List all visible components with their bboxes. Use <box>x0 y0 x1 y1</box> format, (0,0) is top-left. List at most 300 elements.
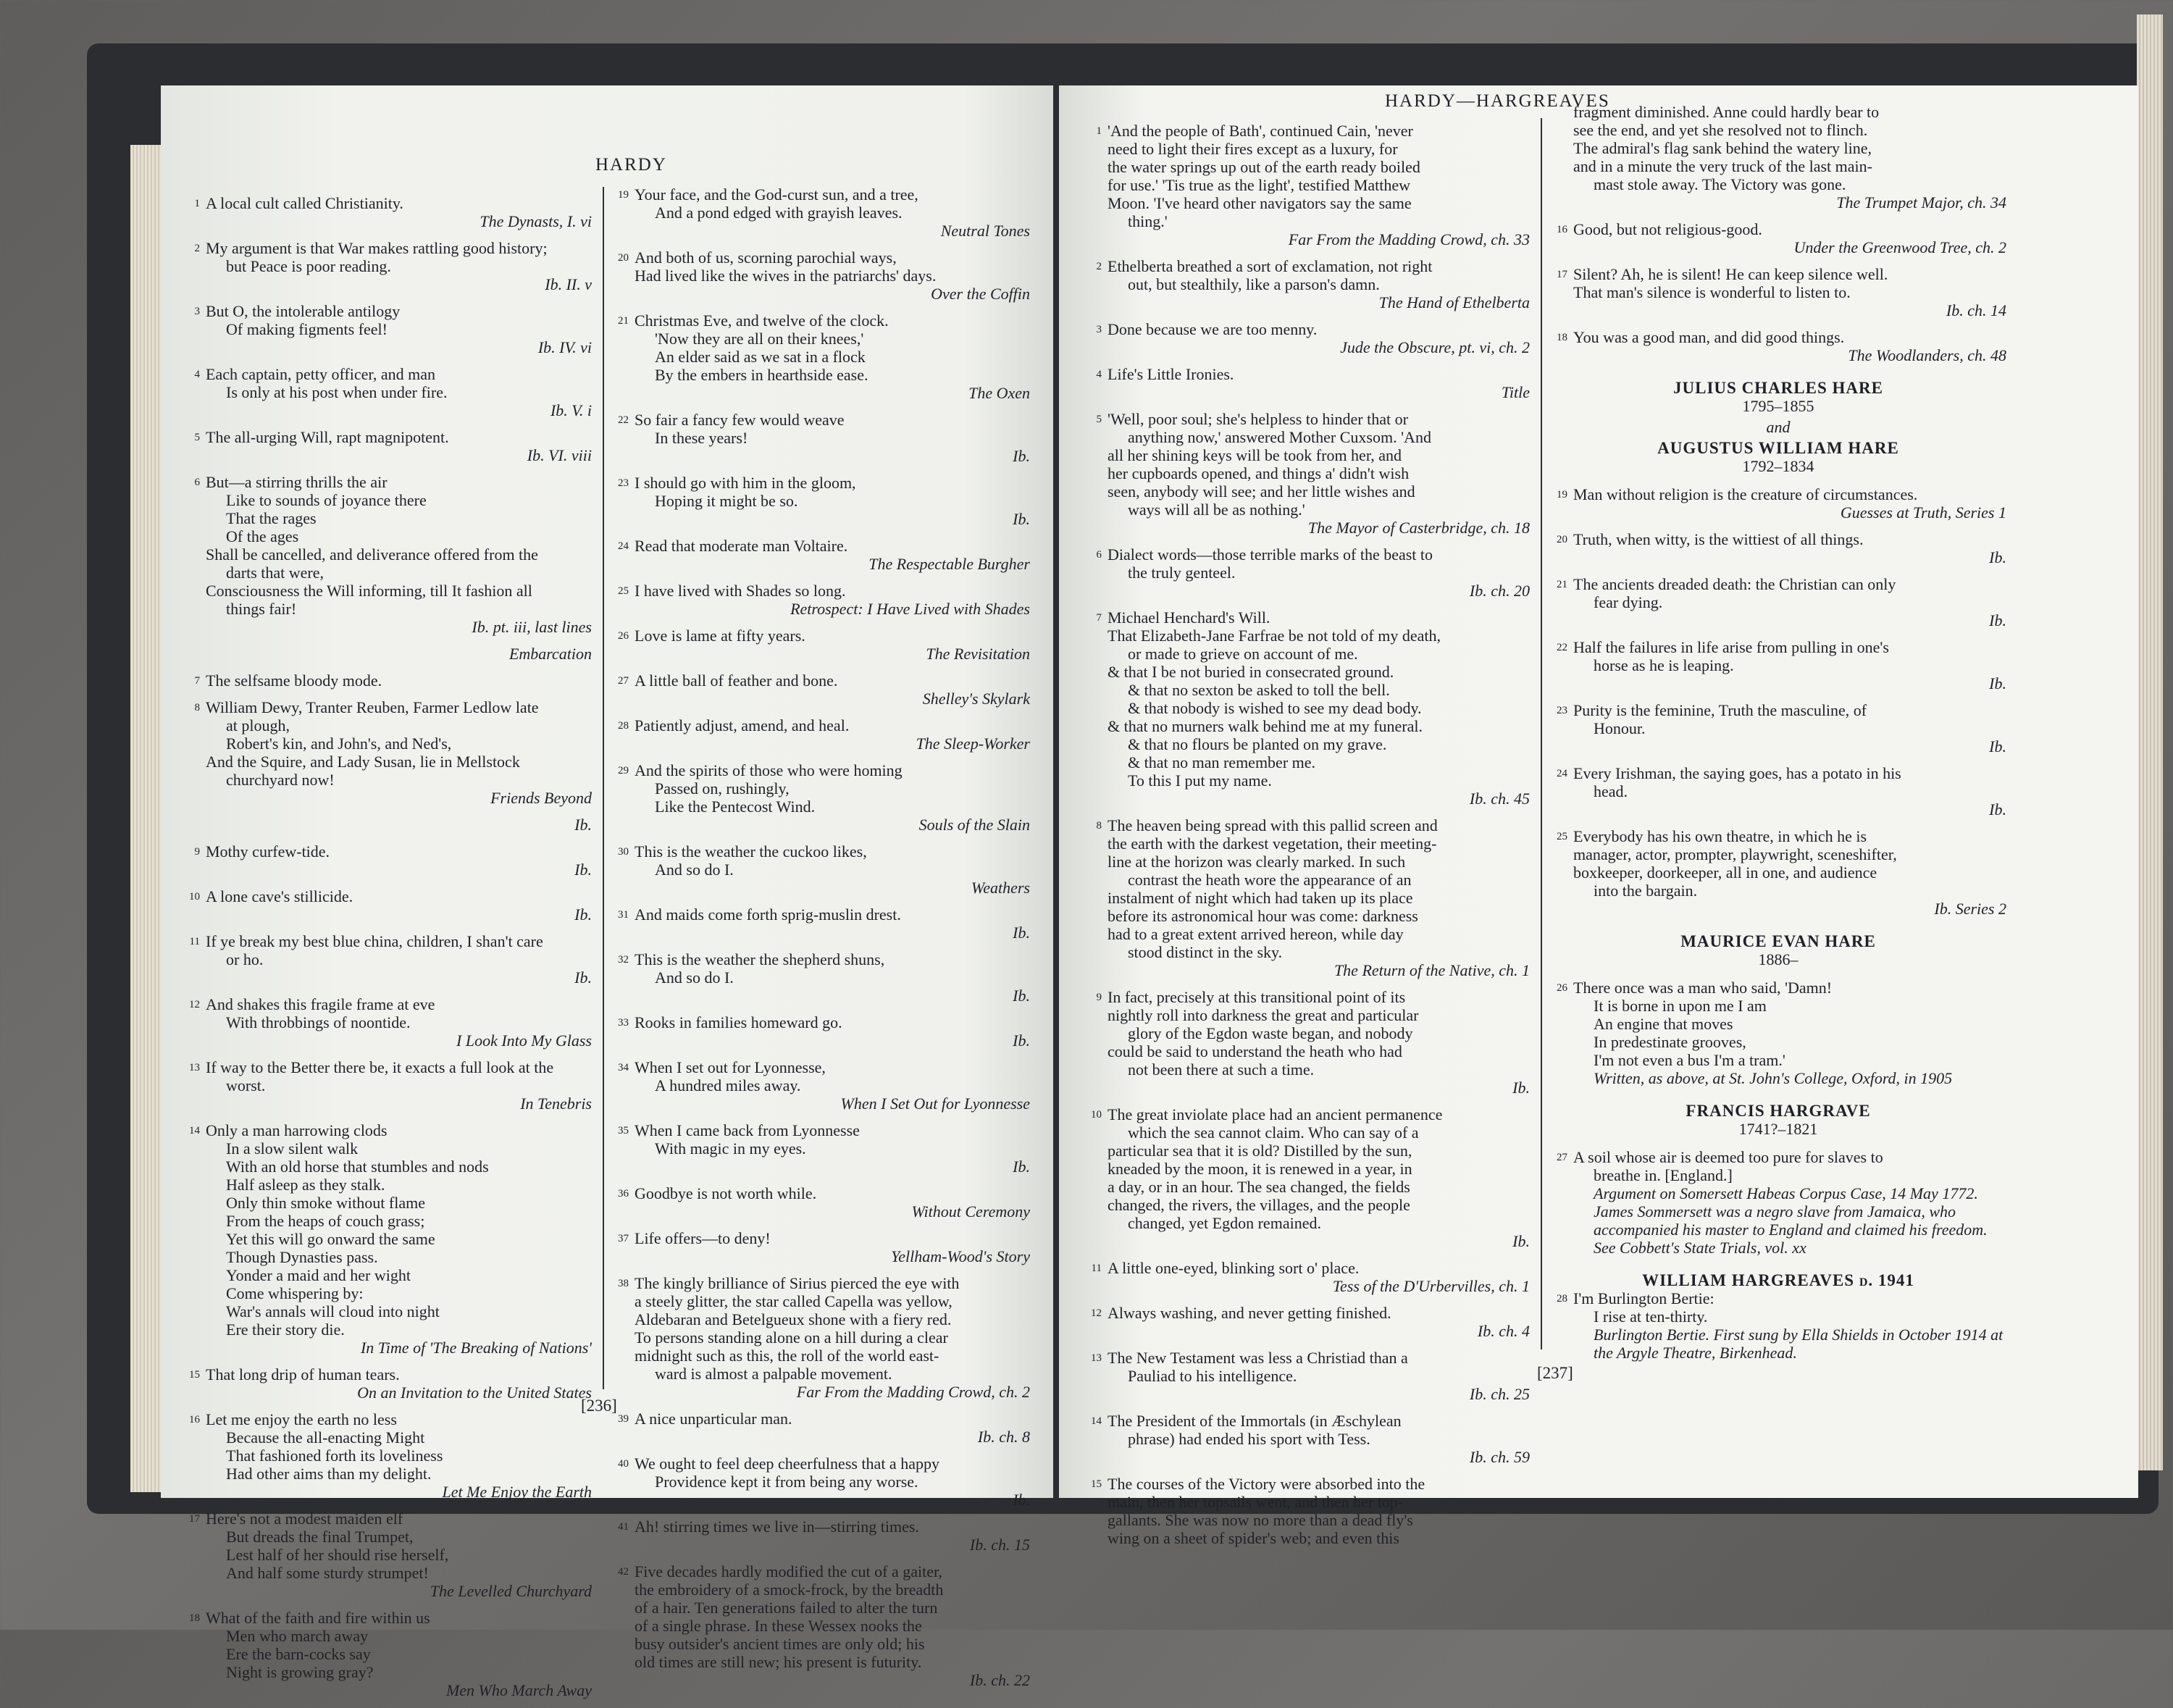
entry-number: 8 <box>1096 820 1102 832</box>
text-line: Is only at his post when under fire. <box>226 383 448 401</box>
source-citation: Ib. <box>574 861 592 879</box>
source-citation: Ib. <box>1512 1079 1530 1097</box>
entry-number: 25 <box>618 585 629 597</box>
text-line: An elder said as we sat in a flock <box>655 348 866 366</box>
quotation-entry <box>1084 1105 1530 1250</box>
entry-number: 11 <box>189 936 200 947</box>
quotation-entry <box>1084 1304 1530 1340</box>
text-line: I'm Burlington Bertie: <box>1573 1289 1714 1307</box>
quotation-entry <box>1550 638 2006 692</box>
author-heading: AUGUSTUS WILLIAM HARE <box>1657 439 1899 457</box>
source-citation: Ib. <box>1013 447 1030 465</box>
text-line: The courses of the Victory were absorbed into the <box>1108 1475 1425 1493</box>
quotation-entry <box>1084 545 1530 600</box>
quotation-entry <box>611 1229 1030 1265</box>
text-line: particular sea that it is old? Distilled by the sun, <box>1108 1142 1412 1160</box>
text-line: Dialect words—those terrible marks of the beast to <box>1108 545 1433 564</box>
source-citation: Ib. IV. vi <box>537 338 592 356</box>
page-edges-left <box>130 145 164 1492</box>
page-number: [237] <box>1537 1364 1573 1382</box>
quotation-entry <box>1550 827 2006 918</box>
entry-number: 13 <box>189 1062 200 1073</box>
entry-number: 37 <box>618 1233 629 1244</box>
entry-number: 6 <box>1096 549 1102 561</box>
left-page <box>161 85 1053 1699</box>
text-line: To this I put my name. <box>1128 771 1272 790</box>
text-line: thing.' <box>1128 212 1168 230</box>
text-line: Men who march away <box>226 1627 369 1645</box>
text-line: Purity is the feminine, Truth the masculine, of <box>1573 701 1867 719</box>
source-citation: In Tenebris <box>520 1094 592 1113</box>
text-line: A soil whose air is deemed too pure for slaves to <box>1573 1148 1883 1166</box>
text-line: When I set out for Lyonnesse, <box>635 1058 826 1076</box>
quotation-entry <box>611 474 1030 528</box>
text-line: before its astronomical hour was come: darkness <box>1108 907 1418 925</box>
author-heading: FRANCIS HARGRAVE <box>1686 1102 1871 1120</box>
quotation-entry <box>611 1410 1030 1446</box>
text-line: The great inviolate place had an ancient permanence <box>1108 1105 1443 1123</box>
quotation-entry <box>611 1013 1030 1050</box>
source-citation: Ib. II. v <box>545 275 592 293</box>
entry-number: 20 <box>1557 534 1567 545</box>
source-citation: In Time of 'The Breaking of Nations' <box>360 1339 592 1357</box>
text-line: It is borne in upon me I am <box>1594 997 1767 1015</box>
text-line: Lest half of her should rise herself, <box>226 1546 449 1564</box>
text-line: By the embers in hearthside ease. <box>655 366 868 384</box>
text-line: Rooks in families homeward go. <box>635 1013 842 1031</box>
entry-number: 4 <box>1096 369 1102 380</box>
quotation-entry <box>1550 701 2006 755</box>
source-citation: Ib. <box>1013 1491 1030 1509</box>
entry-number: 10 <box>189 891 200 903</box>
source-citation: The Return of the Native, ch. 1 <box>1333 961 1530 979</box>
text-line: seen, anybody will see; and her little wishes and <box>1108 482 1415 501</box>
text-line: a steely glitter, the star called Capella was yellow, <box>635 1292 952 1310</box>
text-line: And maids come forth sprig-muslin drest. <box>635 905 901 924</box>
entry-number: 16 <box>1557 224 1567 235</box>
source-citation: Let Me Enjoy the Earth <box>442 1483 592 1501</box>
source-citation: Far From the Madding Crowd, ch. 2 <box>796 1383 1030 1401</box>
text-line: Only a man harrowing clods <box>206 1121 388 1139</box>
quotation-entry <box>1084 410 1530 537</box>
column-rule <box>1541 118 1542 1349</box>
entry-number: 21 <box>618 315 629 327</box>
entry-number: 9 <box>194 846 200 858</box>
quotation-entry <box>611 842 1030 897</box>
text-line: Passed on, rushingly, <box>655 779 790 798</box>
entry-number: 21 <box>1557 579 1567 590</box>
text-line: fear dying. <box>1594 593 1663 611</box>
entry-number: 1 <box>1096 125 1102 137</box>
text-line: things fair! <box>226 600 297 618</box>
text-line: ways will all be as nothing.' <box>1128 501 1305 519</box>
entry-number: 22 <box>1557 642 1567 653</box>
entry-number: 19 <box>618 189 629 201</box>
text-line: Michael Henchard's Will. <box>1108 608 1270 627</box>
text-line: Done because we are too menny. <box>1108 320 1318 338</box>
source-citation: When I Set Out for Lyonnesse <box>840 1094 1030 1113</box>
text-line: The heaven being spread with this pallid screen and <box>1108 816 1438 834</box>
text-line: My argument is that War makes rattling good history; <box>206 239 548 257</box>
source-citation: Ib. ch. 45 <box>1469 790 1530 808</box>
text-line: churchyard now! <box>226 771 335 789</box>
text-line: glory of the Egdon waste began, and nobody <box>1128 1024 1413 1042</box>
entry-number: 42 <box>618 1566 629 1578</box>
text-line: I rise at ten-thirty. <box>1594 1307 1708 1326</box>
text-line: The admiral's flag sank behind the watery line, <box>1573 139 1872 157</box>
source-citation: Ib. <box>1989 611 2006 629</box>
entry-number: 26 <box>618 630 629 642</box>
quotation-entry <box>1084 816 1530 979</box>
text-line: Half the failures in life arise from pulling in one's <box>1573 638 1889 656</box>
text-line: That fashioned forth its loveliness <box>226 1447 443 1465</box>
entry-number: 11 <box>1091 1263 1102 1274</box>
entry-number: 7 <box>1096 612 1102 624</box>
running-head: HARDY <box>595 155 667 175</box>
text-line: Robert's kin, and John's, and Ned's, <box>226 734 452 753</box>
quotation-entry <box>183 995 592 1050</box>
page-edges-right <box>2137 14 2163 1470</box>
text-line: & that I be not buried in consecrated ground. <box>1108 663 1394 681</box>
text-line: the water springs up out of the earth ready boiled <box>1108 158 1420 176</box>
source-citation: Ib. ch. 25 <box>1469 1385 1530 1403</box>
quotation-entry <box>611 905 1030 942</box>
text-line: Providence kept it from being any worse. <box>655 1473 918 1491</box>
quotation-entry <box>1550 265 2006 319</box>
text-line: Let me enjoy the earth no less <box>206 1410 397 1428</box>
quotation-entry <box>1550 220 2006 256</box>
quotation-entry <box>183 194 592 230</box>
text-line: Truth, when witty, is the wittiest of all things. <box>1573 530 1864 548</box>
text-line: Like the Pentecost Wind. <box>655 798 816 816</box>
text-line: And so do I. <box>655 861 734 879</box>
text-line: Life offers—to deny! <box>635 1229 771 1247</box>
source-citation: Embarcation <box>508 645 592 663</box>
text-line: That the rages <box>226 509 317 527</box>
text-line: In predestinate grooves, <box>1594 1033 1746 1051</box>
entry-note: Argument on Somersett Habeas Corpus Case, 14 May 1772. James Sommersett was a negro slave from Jamaica, who accompanied his master to England and claimed his freedom. See Cobbett's State Trials, vol. xx <box>1594 1184 1988 1257</box>
quotation-entry <box>183 645 592 663</box>
text-line: There once was a man who said, 'Damn! <box>1573 979 1833 997</box>
entry-number: 17 <box>189 1513 200 1525</box>
text-line: And so do I. <box>655 968 734 987</box>
quotation-entry <box>1084 608 1530 808</box>
text-line: main, then her topsails went, and then her top- <box>1108 1493 1404 1511</box>
quotation-entry <box>1550 764 2006 819</box>
entry-number: 31 <box>618 909 629 921</box>
entry-number: 36 <box>618 1188 629 1200</box>
text-line: William Dewy, Tranter Reuben, Farmer Ledlow late <box>206 698 539 716</box>
source-citation: Ib. ch. 14 <box>1946 301 2006 319</box>
quotation-entry <box>1550 328 2006 364</box>
page-number: [236] <box>581 1397 617 1415</box>
quotation-entry <box>611 185 1030 240</box>
text-line: contrast the heath wore the appearance of an <box>1128 871 1412 889</box>
source-citation: Ib. <box>574 905 592 924</box>
source-citation: The Hand of Ethelberta <box>1378 293 1530 311</box>
text-line: If way to the Better there be, it exacts a full look at the <box>206 1058 554 1076</box>
text-line: The President of the Immortals (in Æschylean <box>1108 1412 1402 1430</box>
text-line: old times are still new; his present is futurity. <box>635 1653 922 1671</box>
quotation-entry <box>1084 365 1530 401</box>
entry-number: 15 <box>189 1369 200 1381</box>
text-line: & that nobody is wished to see my dead body. <box>1128 699 1422 717</box>
author-dates: 1886– <box>1758 950 1799 968</box>
source-citation: The Oxen <box>968 384 1030 402</box>
entry-number: 27 <box>1557 1152 1567 1163</box>
quotation-entry <box>611 761 1030 834</box>
quotation-entry <box>611 950 1030 1005</box>
entry-number: 3 <box>194 306 200 317</box>
column-left-1 <box>183 194 592 1708</box>
text-line: Here's not a modest maiden elf <box>206 1510 403 1528</box>
source-citation: Men Who March Away <box>445 1681 592 1699</box>
entry-number: 12 <box>189 999 200 1010</box>
text-line: An engine that moves <box>1594 1015 1733 1033</box>
text-line: Had other aims than my delight. <box>226 1465 432 1483</box>
quotation-entry <box>611 1562 1030 1689</box>
text-line: gallants. She was now no more than a dead fly's <box>1108 1511 1413 1529</box>
entry-number: 18 <box>1557 332 1567 343</box>
quotation-entry <box>611 627 1030 663</box>
text-line: Ah! stirring times we live in—stirring times. <box>635 1517 919 1536</box>
quotation-entry <box>183 1410 592 1501</box>
entry-number: 1 <box>194 198 200 209</box>
source-citation: Ib. <box>1013 510 1030 528</box>
entry-number: 25 <box>1557 831 1567 842</box>
source-citation: The Mayor of Casterbridge, ch. 18 <box>1307 519 1530 537</box>
text-line: This is the weather the cuckoo likes, <box>635 842 867 861</box>
quotation-entry <box>1084 1412 1530 1466</box>
quotation-entry <box>611 411 1030 465</box>
quotation-entry <box>183 239 592 293</box>
quotation-entry <box>611 716 1030 753</box>
text-line: the earth with the darkest vegetation, their meeting- <box>1108 834 1437 853</box>
quotation-entry <box>1550 979 2006 1087</box>
text-line: A little ball of feather and bone. <box>635 671 838 690</box>
text-line: Of making figments feel! <box>226 320 388 338</box>
entry-number: 26 <box>1557 982 1567 994</box>
text-line: Only thin smoke without flame <box>226 1194 425 1212</box>
entry-number: 28 <box>618 720 629 732</box>
source-citation: Neutral Tones <box>940 222 1030 240</box>
text-line: Always washing, and never getting finished. <box>1108 1304 1391 1322</box>
text-line: wing on a sheet of spider's web; and even this <box>1108 1529 1399 1547</box>
text-line: Pauliad to his intelligence. <box>1128 1367 1297 1385</box>
quotation-entry <box>1084 1349 1530 1403</box>
entry-number: 22 <box>618 414 629 426</box>
text-line: But dreads the final Trumpet, <box>226 1528 414 1546</box>
text-line: 'Well, poor soul; she's helpless to hinder that or <box>1108 410 1408 428</box>
quotation-entry <box>1550 485 2006 522</box>
source-citation: I Look Into My Glass <box>456 1031 592 1050</box>
text-line: all her shining keys will be took from her, and <box>1108 446 1402 464</box>
text-line: out, but stealthily, like a parson's damn. <box>1128 275 1380 293</box>
quotation-entry <box>611 1121 1030 1176</box>
text-line: Ethelberta breathed a sort of exclamation, not right <box>1108 257 1433 275</box>
quotation-entry <box>611 1274 1030 1401</box>
source-citation: Ib. <box>1013 987 1030 1005</box>
text-line: Man without religion is the creature of circumstances. <box>1573 485 1918 503</box>
text-line: line at the horizon was clearly marked. In such <box>1108 853 1406 871</box>
quotation-entry <box>183 1609 592 1699</box>
text-line: Consciousness the Will informing, till It fashion all <box>206 582 532 600</box>
quotation-entry <box>183 428 592 464</box>
text-line: Good, but not religious-good. <box>1573 220 1762 238</box>
source-citation: Ib. <box>1989 737 2006 755</box>
author-dates: 1741?–1821 <box>1738 1120 1818 1138</box>
quotation-entry <box>1084 988 1530 1097</box>
source-citation: Ib. VI. viii <box>527 446 592 464</box>
text-line: In fact, precisely at this transitional point of its <box>1108 988 1406 1006</box>
text-line: Come whispering by: <box>226 1284 364 1302</box>
source-citation: Under the Greenwood Tree, ch. 2 <box>1793 238 2006 256</box>
text-line: In a slow silent walk <box>226 1139 359 1157</box>
entry-number: 16 <box>189 1414 200 1426</box>
column-right-1 <box>1084 122 1530 1556</box>
source-citation: The Levelled Churchyard <box>430 1582 592 1600</box>
text-line: anything now,' answered Mother Cuxsom. 'And <box>1128 428 1431 446</box>
entry-number: 2 <box>194 243 200 254</box>
source-citation: Ib. ch. 15 <box>969 1536 1030 1554</box>
source-citation: Ib. <box>1989 800 2006 819</box>
quotation-entry <box>611 671 1030 708</box>
entry-number: 40 <box>618 1458 629 1470</box>
quotation-entry <box>183 302 592 356</box>
quotation-entry <box>1084 257 1530 311</box>
text-line: & that no murners walk behind me at my funeral. <box>1108 717 1423 735</box>
source-citation: Guesses at Truth, Series 1 <box>1840 503 2006 522</box>
text-line: manager, actor, prompter, playwright, sceneshifter, <box>1573 845 1897 863</box>
text-line: But O, the intolerable antilogy <box>206 302 401 320</box>
text-line: see the end, and yet she resolved not to flinch. <box>1573 121 1868 139</box>
source-citation: Title <box>1501 383 1530 401</box>
column-rule <box>603 187 604 1389</box>
source-citation: The Woodlanders, ch. 48 <box>1848 346 2006 364</box>
text-line: With throbbings of noontide. <box>226 1013 411 1031</box>
text-line: but Peace is poor reading. <box>226 257 391 275</box>
text-line: need to light their fires except as a luxury, for <box>1108 140 1398 158</box>
entry-number: 2 <box>1096 261 1102 272</box>
text-line: I'm not even a bus I'm a tram.' <box>1594 1051 1785 1069</box>
text-line: boxkeeper, doorkeeper, all in one, and audience <box>1573 863 1877 882</box>
text-line: That Elizabeth-Jane Farfrae be not told of my death, <box>1108 627 1441 645</box>
quotation-entry <box>183 473 592 636</box>
text-line: Hoping it might be so. <box>655 492 798 510</box>
text-line: A hundred miles away. <box>655 1076 801 1094</box>
source-citation: Ib. <box>1013 1157 1030 1176</box>
text-line: changed, the rivers, the villages, and the people <box>1108 1196 1410 1214</box>
text-line: & that no man remember me. <box>1128 753 1316 771</box>
text-line: mast stole away. The Victory was gone. <box>1594 175 1846 193</box>
text-line: & that no sexton be asked to toll the bell. <box>1128 681 1390 699</box>
source-citation: Ib. pt. iii, last lines <box>472 618 592 636</box>
quotation-entry <box>611 1517 1030 1554</box>
quotation-entry <box>183 1121 592 1357</box>
quotation-entry <box>1084 320 1530 356</box>
text-line: of a single phrase. In these Wessex nooks the <box>635 1617 922 1635</box>
source-citation: Weathers <box>971 879 1030 897</box>
entry-number: 20 <box>618 252 629 264</box>
source-citation: Jude the Obscure, pt. vi, ch. 2 <box>1340 338 1530 356</box>
text-line: had to a great extent arrived hereon, while day <box>1108 925 1404 943</box>
source-citation: The Respectable Burgher <box>868 555 1030 573</box>
text-line: phrase) had ended his sport with Tess. <box>1128 1430 1370 1448</box>
text-line: & that no flours be planted on my grave. <box>1128 735 1387 753</box>
source-citation: Ib. <box>1989 674 2006 692</box>
text-line: So fair a fancy few would weave <box>635 411 845 429</box>
text-line: kneaded by the moon, it is renewed in a year, in <box>1108 1160 1412 1178</box>
entry-number: 13 <box>1091 1352 1102 1364</box>
text-line: at plough, <box>226 716 290 734</box>
text-line: not been there at such a time. <box>1128 1060 1315 1079</box>
text-line: 'And the people of Bath', continued Cain, 'never <box>1108 122 1413 140</box>
author-conjunction: and <box>1766 418 1791 436</box>
quotation-entry <box>1084 1475 1530 1547</box>
text-line: nightly roll into darkness the great and particular <box>1108 1006 1419 1024</box>
quotation-entry <box>611 248 1030 303</box>
text-line: This is the weather the shepherd shuns, <box>635 950 885 968</box>
text-line: That long drip of human tears. <box>206 1365 400 1383</box>
quotation-entry <box>183 671 592 690</box>
entry-number: 28 <box>1557 1293 1567 1305</box>
text-line: or made to grieve on account of me. <box>1128 645 1358 663</box>
quotation-entry <box>611 1058 1030 1113</box>
text-line: Patiently adjust, amend, and heal. <box>635 716 850 734</box>
entry-number: 6 <box>194 477 200 488</box>
source-citation: On an Invitation to the United States <box>357 1383 592 1402</box>
quotation-entry <box>611 537 1030 573</box>
source-citation: Friends Beyond <box>490 789 592 807</box>
entry-number: 17 <box>1557 269 1567 280</box>
text-line: Aldebaran and Betelgueux shone with a fiery red. <box>635 1310 952 1328</box>
author-dates: 1792–1834 <box>1742 457 1814 475</box>
author-heading: JULIUS CHARLES HARE <box>1673 379 1883 397</box>
text-line: Ere their story die. <box>226 1320 345 1339</box>
text-line: In these years! <box>655 429 748 447</box>
entry-number: 38 <box>618 1278 629 1289</box>
entry-number: 23 <box>1557 705 1567 716</box>
entry-note: Burlington Bertie. First sung by Ella Shields in October 1914 at the Argyle Theatre, Birkenhead. <box>1594 1326 2004 1362</box>
source-citation: Ib. V. i <box>550 401 592 419</box>
text-line: breathe in. [England.] <box>1594 1166 1733 1184</box>
source-citation: Ib. <box>1013 924 1030 942</box>
entry-number: 5 <box>194 432 200 443</box>
source-citation: Ib. ch. 59 <box>1469 1448 1530 1466</box>
entry-number: 32 <box>618 954 629 966</box>
source-citation: Shelley's Skylark <box>922 690 1030 708</box>
text-line: Half asleep as they stalk. <box>226 1176 385 1194</box>
text-line: And half some sturdy strumpet! <box>226 1564 429 1582</box>
text-line: instalment of night which had taken up its place <box>1108 889 1413 907</box>
source-citation: Retrospect: I Have Lived with Shades <box>790 600 1030 618</box>
text-line: But—a stirring thrills the air <box>206 473 388 491</box>
quotation-entry <box>611 1184 1030 1221</box>
source-citation: Yellham-Wood's Story <box>891 1247 1030 1265</box>
quotation-entry <box>183 365 592 419</box>
text-line: With magic in my eyes. <box>655 1139 806 1157</box>
quotation-entry <box>1550 103 2006 212</box>
quotation-entry <box>183 932 592 987</box>
text-line: We ought to feel deep cheerfulness that a happy <box>635 1454 939 1473</box>
text-line: The New Testament was less a Christiad than a <box>1108 1349 1408 1367</box>
entry-number: 33 <box>618 1017 629 1029</box>
text-line: What of the faith and fire within us <box>206 1609 430 1627</box>
entry-number: 14 <box>1091 1415 1102 1427</box>
text-line: Honour. <box>1594 719 1646 737</box>
text-line: You was a good man, and did good things. <box>1573 328 1845 346</box>
text-line: A nice unparticular man. <box>635 1410 792 1428</box>
